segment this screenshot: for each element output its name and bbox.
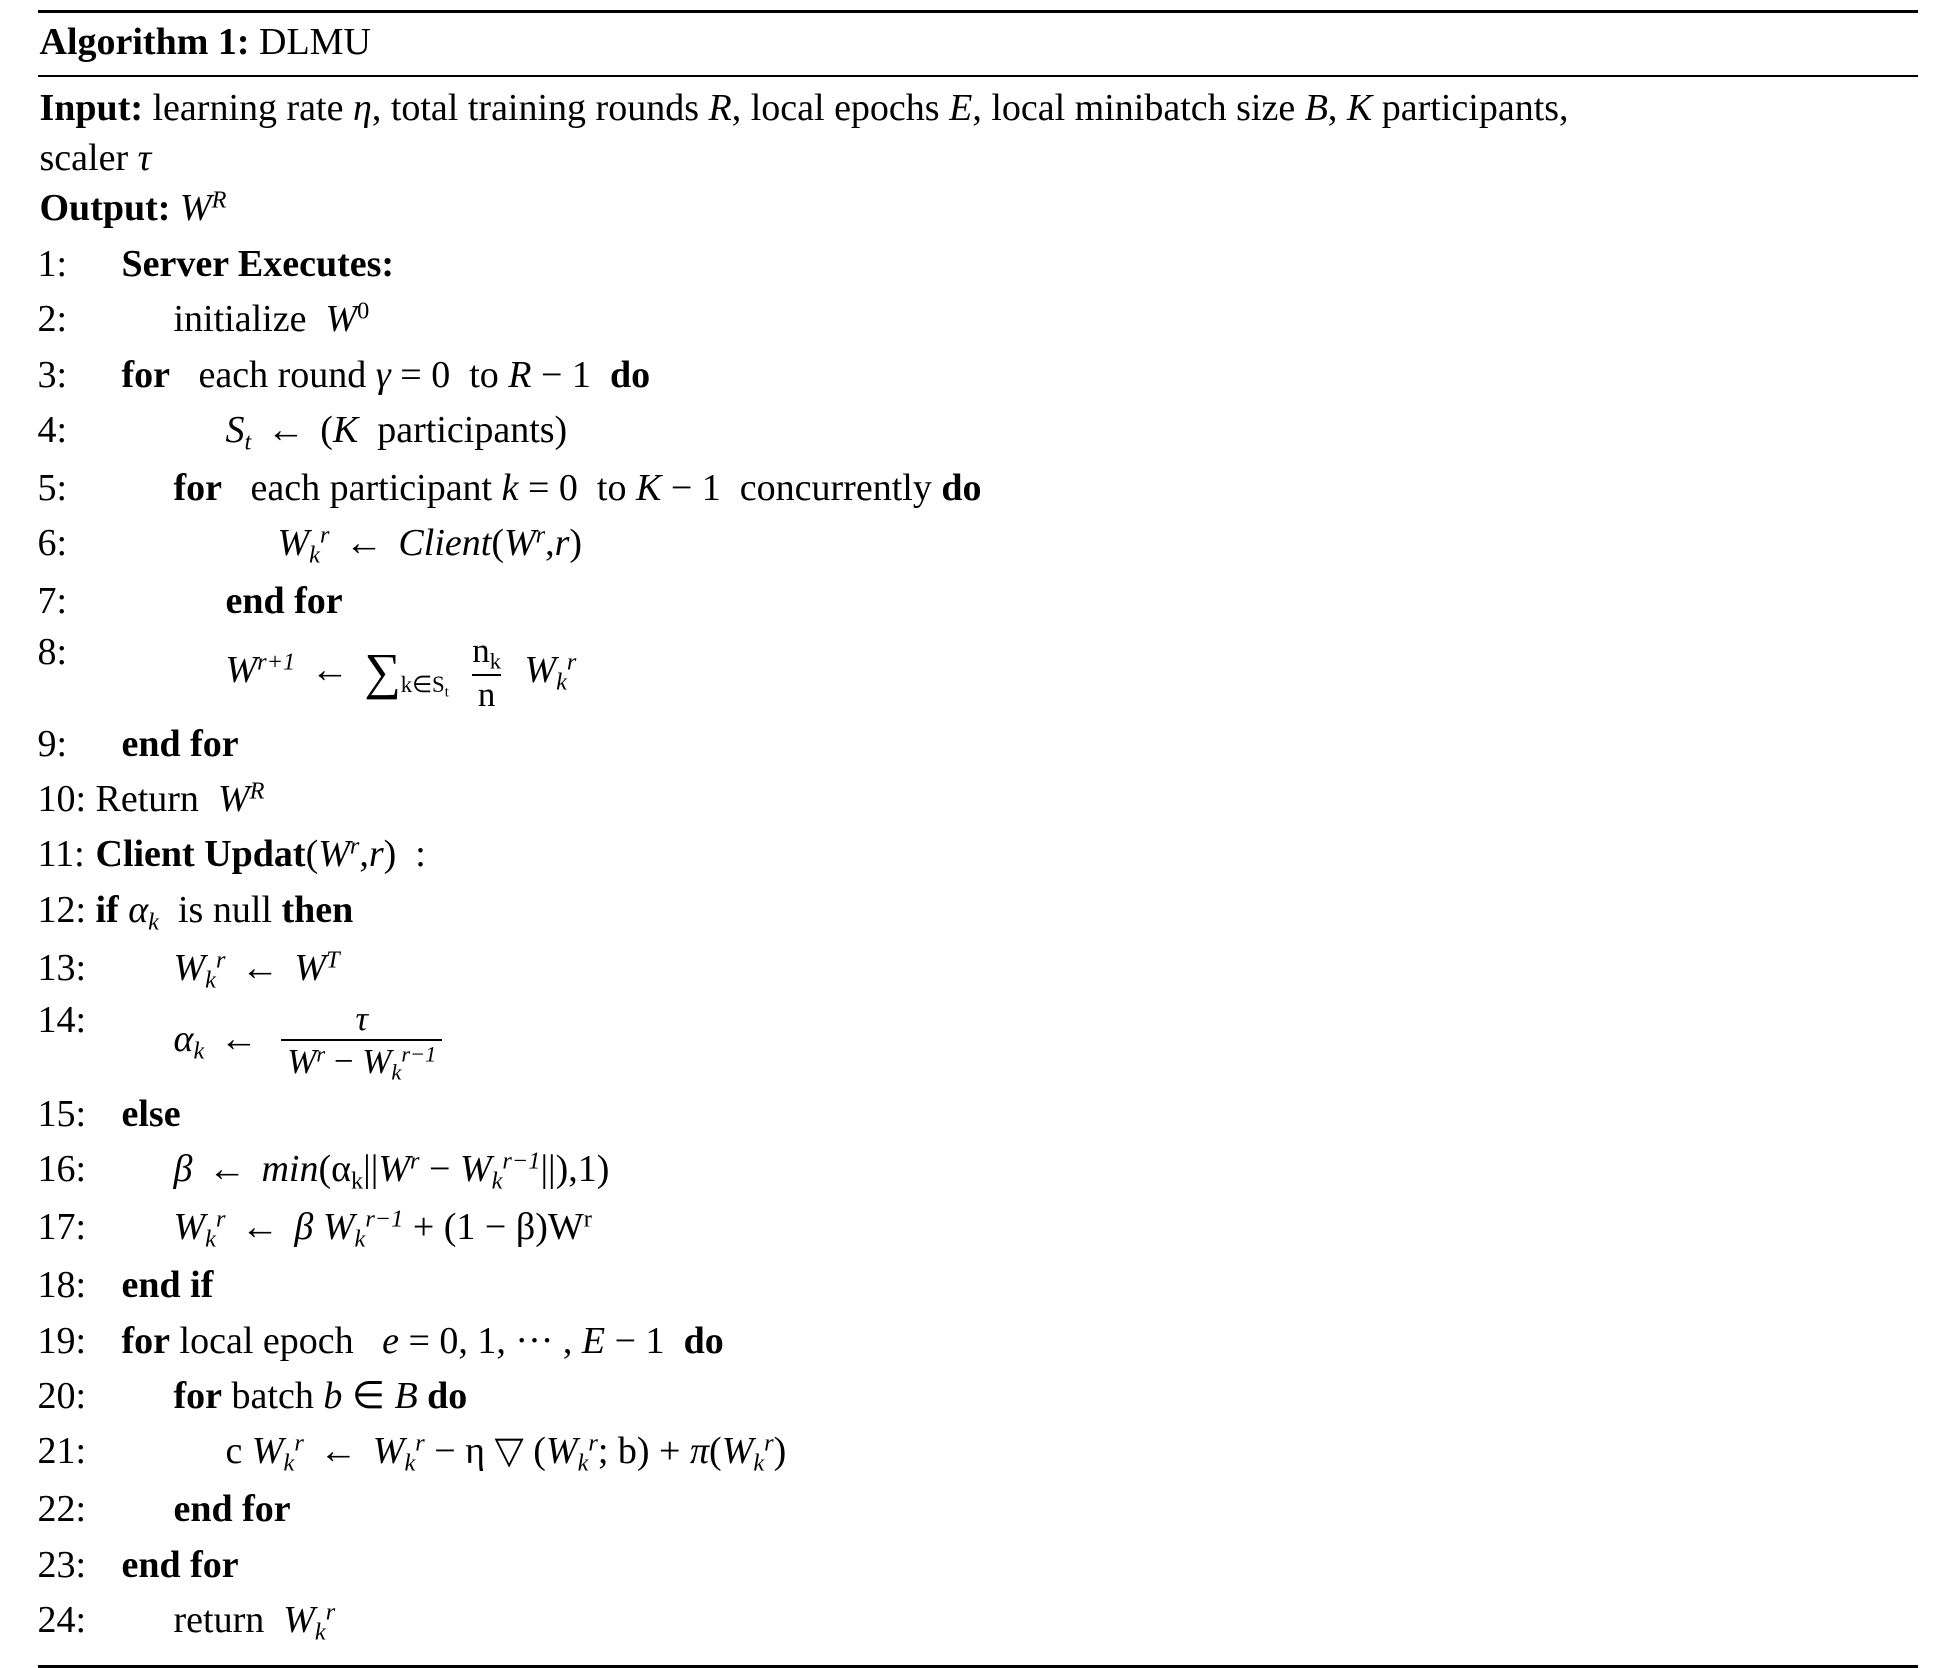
step-number: 9: <box>37 722 68 765</box>
step-line <box>38 941 1918 999</box>
step-number: 21: <box>37 1430 87 1473</box>
step-number: 23: <box>37 1543 87 1586</box>
input-text: learning rate η, total training rounds R, local epochs E, local minibatch size B, K participants, <box>152 86 1569 129</box>
algorithm-io <box>38 77 1918 233</box>
step-line <box>38 1593 1918 1651</box>
step-line <box>38 516 1918 574</box>
step-number: 18: <box>37 1264 87 1307</box>
step-number: 24: <box>37 1598 87 1641</box>
algorithm-label: Algorithm 1: <box>39 21 250 63</box>
input-label: Input: <box>39 86 143 129</box>
step-body: for local epoch e = 0, 1, ··· , E − 1 do <box>121 1319 724 1362</box>
output-value: $W^R$ <box>179 186 227 229</box>
step-body: else <box>121 1092 181 1135</box>
step-number: 14: <box>37 999 87 1042</box>
step-body: end for <box>121 1543 239 1586</box>
step-number: 6: <box>37 522 68 565</box>
step-line <box>38 1200 1918 1258</box>
step-number: 16: <box>37 1148 87 1191</box>
step-line <box>38 998 1918 1087</box>
step-number: 3: <box>37 353 68 396</box>
step-number: 17: <box>37 1206 87 1249</box>
divider-bottom <box>38 1665 1918 1668</box>
step-number: 11: <box>37 833 85 876</box>
input-text-cont: scaler τ <box>39 136 152 179</box>
step-body: end for <box>173 1488 291 1531</box>
step-line <box>38 1424 1918 1482</box>
step-body: Server Executes: <box>121 242 395 285</box>
step-line <box>38 1482 1918 1537</box>
step-body: end for <box>225 580 343 623</box>
output-line <box>40 183 1916 233</box>
step-line <box>38 292 1918 347</box>
output-label: Output: <box>39 186 171 229</box>
step-number: 7: <box>37 580 68 623</box>
step-line <box>38 237 1918 292</box>
step-body: $S_t$ ← (K participants) <box>225 409 568 456</box>
step-body: $W^{r+1}$ ← $\sum_{k\in S_t}$ $\frac{n_k}{n}$ $W_k^r$ <box>225 630 577 714</box>
step-number: 1: <box>37 242 68 285</box>
step-number: 8: <box>37 630 68 673</box>
step-body: $W_k^r$ ← $Client(W^r,r)$ <box>277 521 583 569</box>
step-number: 12: <box>37 888 87 931</box>
step-body: for each round γ = 0 to R − 1 do <box>121 353 651 396</box>
step-line <box>38 772 1918 827</box>
step-line <box>38 630 1918 717</box>
step-number: 19: <box>37 1319 87 1362</box>
step-line <box>38 461 1918 516</box>
step-line <box>38 717 1918 772</box>
step-body: end if <box>121 1264 214 1307</box>
step-line <box>38 1142 1918 1200</box>
step-body: for batch b ∈ B do <box>173 1374 468 1417</box>
step-number: 5: <box>37 467 68 510</box>
step-body: end for <box>121 722 239 765</box>
step-line <box>38 827 1918 882</box>
step-number: 13: <box>37 946 87 989</box>
step-line <box>38 1087 1918 1142</box>
step-body: c $W_k^r$ ← $W_k^r - \eta$ ▽ ($W_k^r$; $b) + \pi(W_k^r)$ <box>225 1429 787 1477</box>
input-line-2 <box>40 133 1916 183</box>
step-body: if $\alpha_k$ is null then <box>95 888 354 935</box>
step-body: β ← $\min(\alpha_k||W^r - W_k^{r-1}||),1$) <box>173 1147 610 1195</box>
input-line-1 <box>40 83 1916 133</box>
step-number: 15: <box>37 1092 87 1135</box>
step-body: for each participant k = 0 to K − 1 concurrently do <box>173 467 982 510</box>
step-body: $W_k^r$ ← $W^T$ <box>173 945 340 993</box>
step-number: 2: <box>37 298 68 341</box>
step-body: Return $W^R$ <box>95 777 265 820</box>
algorithm-title: DLMU <box>259 21 371 63</box>
step-number: 20: <box>37 1374 87 1417</box>
algorithm-caption <box>38 13 1918 75</box>
step-line <box>38 403 1918 461</box>
algorithm-steps <box>38 233 1918 1665</box>
step-line <box>38 574 1918 629</box>
step-body: Client $Updat(W^r,r)$ : <box>95 832 426 876</box>
step-number: 10: <box>37 777 87 820</box>
step-number: 4: <box>37 409 68 452</box>
step-body: $\alpha_k$ ← $\frac{\tau}{W^r - W_k^{r-1}}$ <box>96 1001 1918 1084</box>
step-line <box>38 1314 1918 1369</box>
step-line <box>38 348 1918 403</box>
step-number: 22: <box>37 1488 87 1531</box>
step-body: initialize $W^0$ <box>173 297 370 341</box>
step-line <box>38 1369 1918 1424</box>
algorithm-block <box>28 10 1928 1668</box>
step-body: $W_k^r$ ← β $W_k^{r-1} + (1 - \beta)W^r$ <box>173 1205 592 1253</box>
step-line <box>38 1538 1918 1593</box>
step-line <box>38 1258 1918 1313</box>
step-body: return $W_k^r$ <box>173 1598 336 1646</box>
step-line <box>38 883 1918 941</box>
